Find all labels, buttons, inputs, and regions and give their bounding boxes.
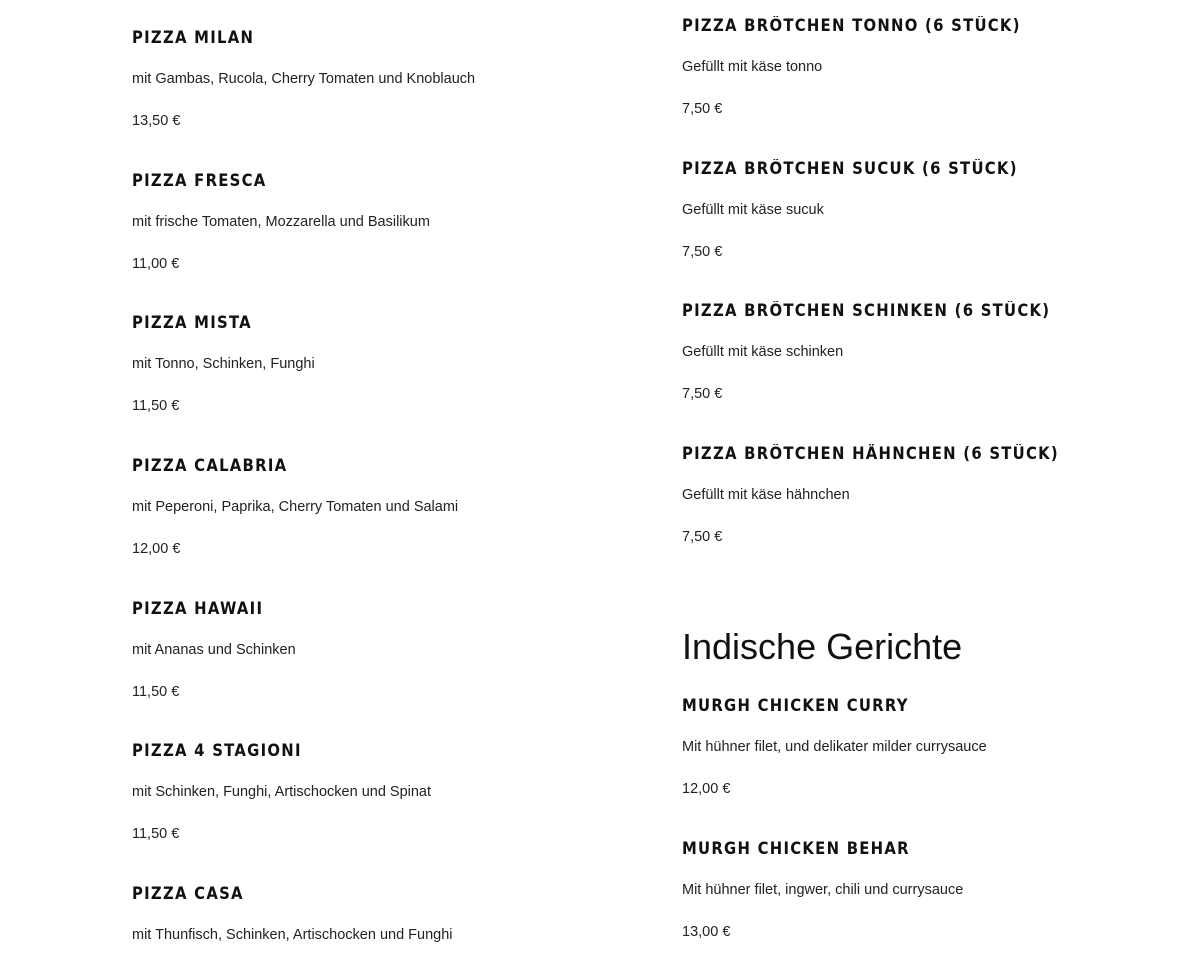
item-name: PIZZA FRESCA bbox=[132, 171, 267, 190]
item-name: PIZZA CASA bbox=[132, 884, 244, 903]
section-heading-indische-gerichte: Indische Gerichte bbox=[682, 626, 963, 667]
item-description: mit Tonno, Schinken, Funghi bbox=[132, 356, 315, 372]
item-price: 7,50 € bbox=[682, 244, 723, 260]
item-name: PIZZA CALABRIA bbox=[132, 456, 288, 475]
item-name: PIZZA 4 STAGIONI bbox=[132, 741, 302, 760]
item-name: PIZZA BRÖTCHEN HÄHNCHEN (6 STÜCK) bbox=[682, 444, 1059, 463]
item-price: 7,50 € bbox=[682, 529, 723, 545]
item-description: Gefüllt mit käse hähnchen bbox=[682, 487, 850, 503]
item-description: Gefüllt mit käse tonno bbox=[682, 59, 823, 75]
item-name: PIZZA MILAN bbox=[132, 28, 255, 47]
item-name: MURGH CHICKEN BEHAR bbox=[682, 839, 910, 858]
item-name: PIZZA HAWAII bbox=[132, 599, 264, 618]
item-description: mit Schinken, Funghi, Artischocken und Spinat bbox=[132, 784, 432, 800]
item-description: Mit hühner filet, ingwer, chili und currysauce bbox=[682, 882, 964, 898]
item-description: mit Peperoni, Paprika, Cherry Tomaten und Salami bbox=[132, 499, 459, 515]
item-price: 13,00 € bbox=[682, 924, 731, 940]
item-name: PIZZA BRÖTCHEN TONNO (6 STÜCK) bbox=[682, 16, 1021, 35]
item-description: mit Thunfisch, Schinken, Artischocken und Funghi bbox=[132, 927, 453, 943]
item-price: 12,00 € bbox=[132, 541, 181, 557]
item-name: PIZZA BRÖTCHEN SCHINKEN (6 STÜCK) bbox=[682, 301, 1051, 320]
item-description: Gefüllt mit käse sucuk bbox=[682, 202, 824, 218]
item-name: PIZZA MISTA bbox=[132, 313, 252, 332]
item-price: 11,50 € bbox=[132, 826, 180, 842]
item-price: 13,50 € bbox=[132, 113, 181, 129]
item-price: 11,00 € bbox=[132, 256, 180, 272]
item-description: Gefüllt mit käse schinken bbox=[682, 344, 844, 360]
item-price: 7,50 € bbox=[682, 386, 723, 402]
item-price: 11,50 € bbox=[132, 398, 180, 414]
item-price: 7,50 € bbox=[682, 101, 723, 117]
item-description: mit Gambas, Rucola, Cherry Tomaten und Knoblauch bbox=[132, 71, 476, 87]
item-description: Mit hühner filet, und delikater milder currysauce bbox=[682, 739, 987, 755]
item-price: 11,50 € bbox=[132, 684, 180, 700]
item-name: MURGH CHICKEN CURRY bbox=[682, 696, 909, 715]
item-description: mit Ananas und Schinken bbox=[132, 642, 296, 658]
item-price: 12,00 € bbox=[682, 781, 731, 797]
item-name: PIZZA BRÖTCHEN SUCUK (6 STÜCK) bbox=[682, 159, 1018, 178]
item-description: mit frische Tomaten, Mozzarella und Basilikum bbox=[132, 214, 430, 230]
